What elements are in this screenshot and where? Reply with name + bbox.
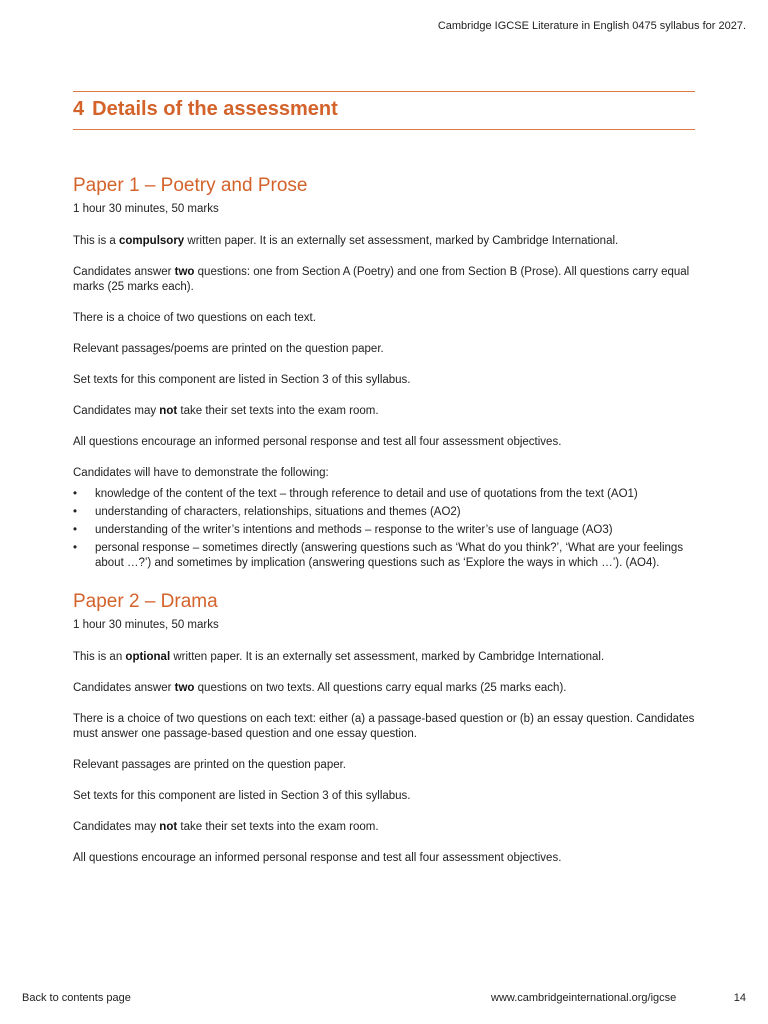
list-item: • personal response – sometimes directly (answering questions such as ‘What do you think?’, ‘What are your feelings about …?’) and sometimes by implication (answering questions such as ‘Explore the ways in which …’). (AO4). <box>73 542 684 569</box>
bullet-icon: • <box>73 524 78 536</box>
paper2-bold-not: not <box>159 821 178 833</box>
paper1-section <box>73 175 703 571</box>
section-number: 4 <box>73 98 85 120</box>
paper1-paragraph-compulsory: This is a compulsory written paper. It is an externally set assessment, marked by Cambridge International. <box>73 235 619 247</box>
paper2-bold-two: two <box>174 682 195 694</box>
paper2-section <box>73 591 703 866</box>
paper1-heading: Paper 1 – Poetry and Prose <box>73 175 308 196</box>
paper2-paragraph-set-texts: Set texts for this component are listed in Section 3 of this syllabus. <box>73 790 411 802</box>
paper1-duration-marks: 1 hour 30 minutes, 50 marks <box>73 203 219 215</box>
footer-url-link[interactable]: www.cambridgeinternational.org/igcse <box>491 992 677 1004</box>
paper1-paragraph-choice: There is a choice of two questions on each text. <box>73 312 316 324</box>
paper2-paragraph-objectives: All questions encourage an informed personal response and test all four assessment objectives. <box>73 852 562 864</box>
paper1-bold-compulsory: compulsory <box>119 235 185 247</box>
paper1-paragraph-not-take: Candidates may not take their set texts into the exam room. <box>73 405 379 417</box>
paper1-paragraph-set-texts: Set texts for this component are listed in Section 3 of this syllabus. <box>73 374 411 386</box>
paper2-paragraph-passages: Relevant passages are printed on the question paper. <box>73 759 346 771</box>
page-number: 14 <box>733 992 746 1004</box>
section-rule-top <box>73 91 695 92</box>
section-title <box>73 98 338 121</box>
paper1-bold-two: two <box>174 266 195 278</box>
list-item: • knowledge of the content of the text – through reference to detail and use of quotations from the text (AO1) <box>73 488 638 500</box>
paper2-paragraph-choice: There is a choice of two questions on each text: either (a) a passage-based question or (b) an essay question. Candidates must answer one passage-based question and one essay question. <box>73 713 695 740</box>
paper2-paragraph-answer-two: Candidates answer two questions on two texts. All questions carry equal marks (25 marks each). <box>73 682 567 694</box>
back-to-contents-link[interactable]: Back to contents page <box>22 992 131 1004</box>
list-item: • understanding of characters, relationships, situations and themes (AO2) <box>73 506 461 518</box>
bullet-icon: • <box>73 542 78 554</box>
bullet-icon: • <box>73 488 78 500</box>
paper2-heading: Paper 2 – Drama <box>73 591 218 612</box>
paper1-paragraph-demonstrate: Candidates will have to demonstrate the following: <box>73 467 329 479</box>
paper1-paragraph-objectives: All questions encourage an informed personal response and test all four assessment objectives. <box>73 436 562 448</box>
paper1-bold-not: not <box>159 405 178 417</box>
paper2-paragraph-optional: This is an optional written paper. It is an externally set assessment, marked by Cambridge International. <box>73 651 605 663</box>
paper2-duration-marks: 1 hour 30 minutes, 50 marks <box>73 619 219 631</box>
paper2-bold-optional: optional <box>125 651 171 663</box>
bullet-icon: • <box>73 506 78 518</box>
main-content <box>73 175 703 882</box>
paper2-paragraph-not-take: Candidates may not take their set texts into the exam room. <box>73 821 379 833</box>
paper1-paragraph-passages: Relevant passages/poems are printed on the question paper. <box>73 343 384 355</box>
running-header: Cambridge IGCSE Literature in English 0475 syllabus for 2027. <box>437 20 746 32</box>
section-rule-bottom <box>73 129 695 130</box>
paper1-objectives-list <box>73 487 703 571</box>
list-item: • understanding of the writer’s intentions and methods – response to the writer’s use of language (AO3) <box>73 524 613 536</box>
paper1-paragraph-answer-two: Candidates answer two questions: one from Section A (Poetry) and one from Section B (Prose). All questions carry equal marks (25 marks each). <box>73 266 690 293</box>
section-title-text: Details of the assessment <box>92 98 338 120</box>
